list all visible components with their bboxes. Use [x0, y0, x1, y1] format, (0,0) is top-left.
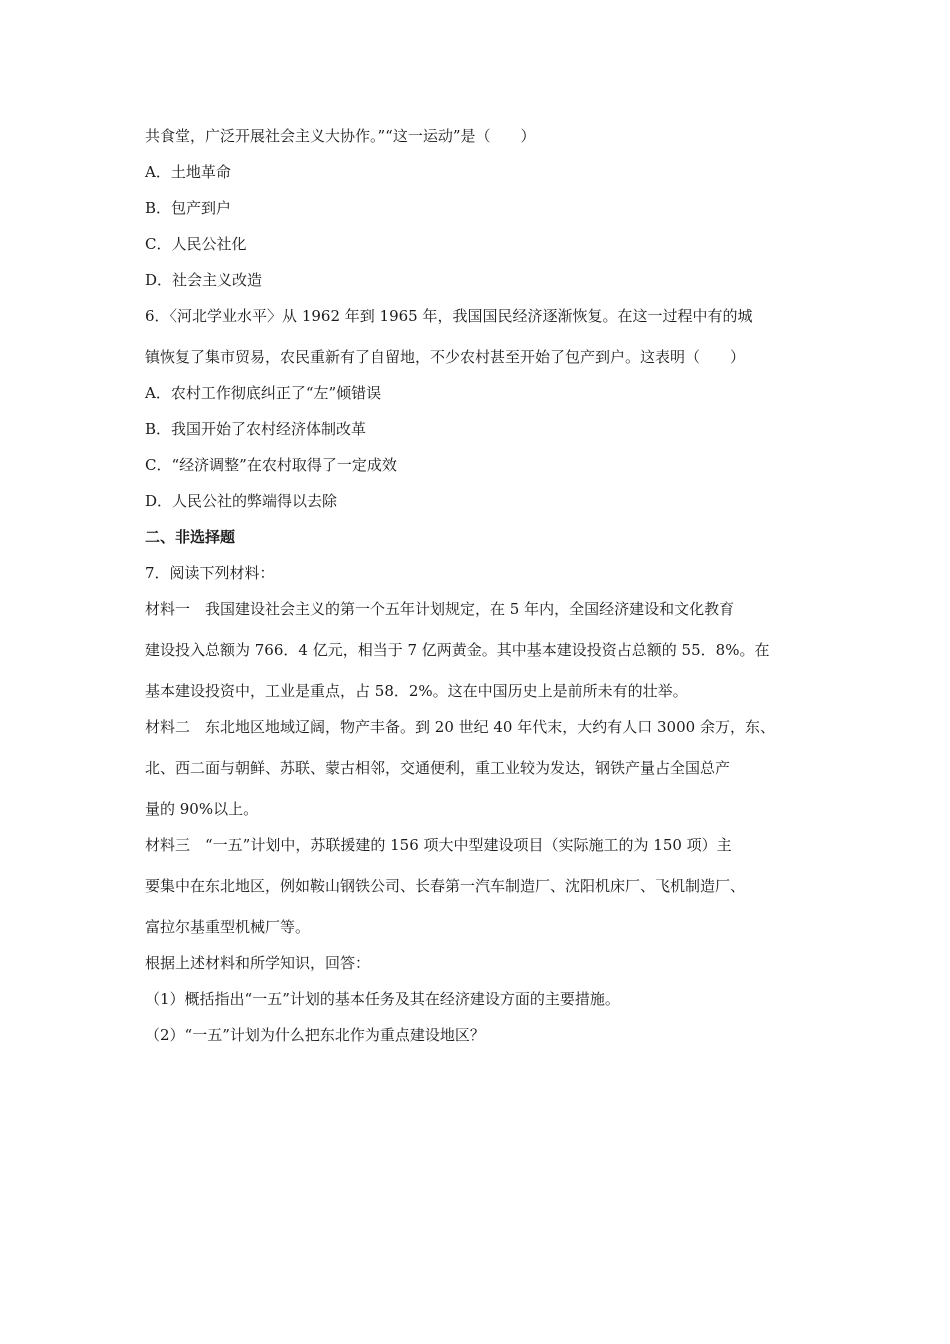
material3-line-3: 富拉尔基重型机械厂等。: [145, 918, 311, 936]
q6-stem-line-2: 镇恢复了集市贸易，农民重新有了自留地，不少农村甚至开始了包产到户。这表明（ ）: [145, 348, 746, 366]
material2-line-2: 北、西二面与朝鲜、苏联、蒙古相邻，交通便利，重工业较为发达，钢铁产量占全国总产: [145, 759, 731, 777]
q6-stem-line-1: 6．〈河北学业水平〉从 1962 年到 1965 年，我国国民经济逐渐恢复。在这一过程中有的城: [145, 307, 753, 325]
material1-line-1: 材料一 我国建设社会主义的第一个五年计划规定，在 5 年内，全国经济建设和文化教育: [145, 600, 735, 618]
q7-prompt: 根据上述材料和所学知识，回答：: [145, 954, 371, 972]
q5-option-d: D．社会主义改造: [145, 271, 263, 289]
q6-option-a: A．农村工作彻底纠正了“左”倾错误: [145, 384, 382, 402]
material2-line-1: 材料二 东北地区地域辽阔，物产丰备。到 20 世纪 40 年代末，大约有人口 3000 余万，东、: [145, 718, 775, 736]
q5-option-c: C．人民公社化: [145, 235, 247, 253]
q6-option-c: C．“经济调整”在农村取得了一定成效: [145, 456, 397, 474]
q5-stem-end: 共食堂，广泛开展社会主义大协作。”“这一运动”是（ ）: [145, 127, 536, 145]
material1-line-3: 基本建设投资中，工业是重点，占 58．2%。这在中国历史上是前所未有的壮举。: [145, 682, 688, 700]
material3-line-2: 要集中在东北地区，例如鞍山钢铁公司、长春第一汽车制造厂、沈阳机床厂、飞机制造厂、: [145, 877, 746, 895]
q5-option-b: B．包产到户: [145, 199, 232, 217]
q7-subquestion-1: （1）概括指出“一五”计划的基本任务及其在经济建设方面的主要措施。: [145, 990, 620, 1008]
material2-line-3: 量的 90%以上。: [145, 800, 259, 818]
q7-intro: 7．阅读下列材料：: [145, 564, 275, 582]
q6-option-b: B．我国开始了农村经济体制改革: [145, 420, 367, 438]
q7-subquestion-2: （2）“一五”计划为什么把东北作为重点建设地区？: [145, 1026, 485, 1044]
material3-line-1: 材料三 “一五”计划中，苏联援建的 156 项大中型建设项目（实际施工的为 150 项）主: [145, 836, 732, 854]
q6-option-d: D．人民公社的弊端得以去除: [145, 492, 338, 510]
section-heading: 二、非选择题: [145, 528, 236, 546]
material1-line-2: 建设投入总额为 766．4 亿元，相当于 7 亿两黄金。其中基本建设投资占总额的 55．8%。在: [145, 641, 770, 659]
q5-option-a: A．土地革命: [145, 163, 231, 181]
